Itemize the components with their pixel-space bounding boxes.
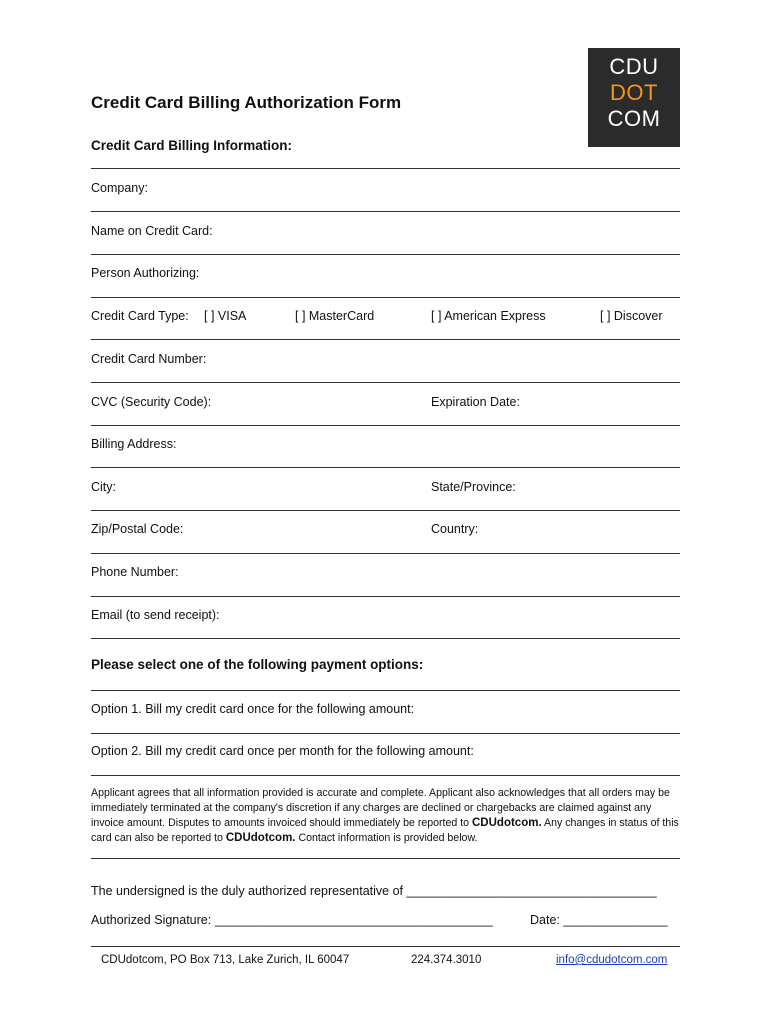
logo-line-com: COM: [607, 106, 661, 131]
visa-checkbox[interactable]: [ ] VISA: [204, 309, 247, 323]
agreement-text-2: Any changes in status of this card can also be reported to: [91, 817, 679, 844]
card-type-label: Credit Card Type:: [91, 309, 189, 323]
divider: [91, 425, 680, 426]
card-number-field[interactable]: Credit Card Number:: [91, 352, 207, 366]
name-on-card-field[interactable]: Name on Credit Card:: [91, 224, 213, 238]
divider: [91, 168, 680, 169]
section-title-billing-info: Credit Card Billing Information:: [91, 138, 292, 153]
payment-option-2[interactable]: Option 2. Bill my credit card once per month for the following amount:: [91, 744, 474, 758]
divider: [91, 510, 680, 511]
city-field[interactable]: City:: [91, 480, 116, 494]
american-express-checkbox[interactable]: [ ] American Express: [431, 309, 546, 323]
divider: [91, 382, 680, 383]
agreement-brand-2: CDUdotcom.: [225, 832, 296, 844]
mastercard-checkbox[interactable]: [ ] MasterCard: [295, 309, 375, 323]
authorized-signature-line[interactable]: Authorized Signature: ________________________________________: [91, 913, 493, 927]
divider: [91, 946, 680, 947]
divider: [91, 690, 680, 691]
zip-postal-code-field[interactable]: Zip/Postal Code:: [91, 522, 184, 536]
divider: [91, 638, 680, 639]
divider: [91, 596, 680, 597]
divider: [91, 775, 680, 776]
agreement-text-3: Contact information is provided below.: [295, 832, 478, 844]
payment-options-heading: Please select one of the following payment options:: [91, 657, 424, 672]
payment-option-1[interactable]: Option 1. Bill my credit card once for the following amount:: [91, 702, 415, 716]
country-field[interactable]: Country:: [431, 522, 479, 536]
expiration-date-field[interactable]: Expiration Date:: [431, 395, 520, 409]
divider: [91, 339, 680, 340]
representative-line[interactable]: The undersigned is the duly authorized representative of ____________________________________: [91, 884, 657, 898]
divider: [91, 733, 680, 734]
footer-address: CDUdotcom, PO Box 713, Lake Zurich, IL 60047: [101, 954, 350, 966]
cdudotcom-logo: [588, 48, 680, 147]
date-line[interactable]: Date: _______________: [530, 913, 668, 927]
cvc-field[interactable]: CVC (Security Code):: [91, 395, 212, 409]
discover-checkbox[interactable]: [ ] Discover: [600, 309, 663, 323]
phone-number-field[interactable]: Phone Number:: [91, 565, 179, 579]
divider: [91, 553, 680, 554]
agreement-paragraph: [91, 786, 681, 846]
email-field[interactable]: Email (to send receipt):: [91, 608, 220, 622]
company-field[interactable]: Company:: [91, 181, 148, 195]
agreement-brand-1: CDUdotcom.: [472, 817, 542, 829]
logo-line-dot: DOT: [610, 80, 658, 105]
footer-phone: 224.374.3010: [411, 954, 482, 966]
divider: [91, 297, 680, 298]
state-province-field[interactable]: State/Province:: [431, 480, 516, 494]
billing-address-field[interactable]: Billing Address:: [91, 437, 177, 451]
divider: [91, 858, 680, 859]
divider: [91, 254, 680, 255]
agreement-text-1: Applicant agrees that all information provided is accurate and complete. Applicant also acknowledges that all orders may be immediately terminated at the company's discretion if any charges are declined or chargebacks are claimed against any invoice amount. Disputes to amounts invoiced should immediately be reported to: [91, 787, 670, 829]
footer-email-link[interactable]: info@cdudotcom.com: [556, 954, 668, 966]
form-title: Credit Card Billing Authorization Form: [91, 93, 402, 112]
divider: [91, 467, 680, 468]
logo-line-cdu: CDU: [609, 54, 659, 79]
person-authorizing-field[interactable]: Person Authorizing:: [91, 266, 200, 280]
divider: [91, 211, 680, 212]
